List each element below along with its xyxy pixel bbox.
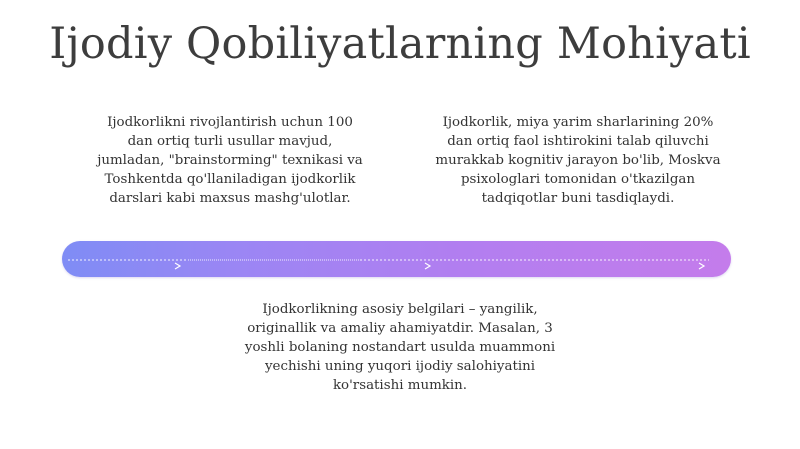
arrow-right-icon xyxy=(698,255,706,263)
arrow-right-icon xyxy=(174,255,182,263)
slide-title: Ijodiy Qobiliyatlarning Mohiyati xyxy=(49,19,751,69)
text-block-left: Ijodkorlikni rivojlantirish uchun 100 dan ortiq turli usullar mavjud, jumladan, "brainstorming" texnikasi va Toshkentda qo'llaniladigan ijodkorlik darslari kabi maxsus mashg'ulotlar. xyxy=(97,115,363,206)
timeline-line xyxy=(68,258,709,260)
timeline-line-graphic xyxy=(68,258,709,262)
text-block-right: Ijodkorlik, miya yarim sharlarining 20% dan ortiq faol ishtirokini talab qiluvchi murakkab kognitiv jarayon bo'lib, Moskva psixologlari tomonidan o'tkazilgan tadqiqotlar buni tasdiqlaydi. xyxy=(435,115,721,206)
timeline-bar xyxy=(62,241,731,277)
text-block-bottom: Ijodkorlikning asosiy belgilari – yangilik, originallik va amaliy ahamiyatdir. Masalan, 3 yoshli bolaning nostandart usulda muammoni yechishi uning yuqori ijodiy salohiyatini ko'rsatishi mumkin. xyxy=(244,302,556,393)
arrow-right-icon xyxy=(424,255,432,263)
